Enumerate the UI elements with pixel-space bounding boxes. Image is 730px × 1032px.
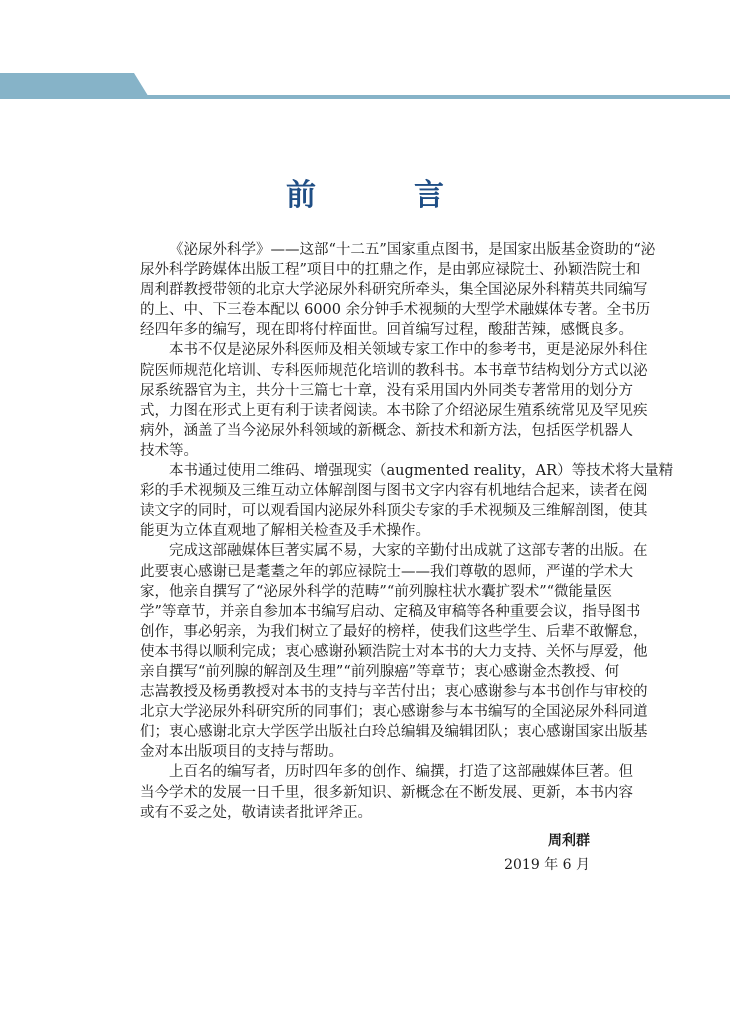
text-line: 能更为立体直观地了解相关检查及手术操作。 bbox=[140, 523, 430, 540]
text-line: 完成这部融媒体巨著实属不易，大家的辛勤付出成就了这部专著的出版。在 bbox=[169, 543, 648, 560]
text-line: 北京大学泌尿外科研究所的同事们；衷心感谢参与本书编写的全国泌尿外科同道 bbox=[140, 704, 648, 721]
text-line: 创作，事必躬亲，为我们树立了最好的榜样，使我们这些学生、后辈不敢懈怠， bbox=[140, 623, 648, 640]
text-line: 病外，涵盖了当今泌尿外科领域的新概念、新技术和新方法，包括医学机器人 bbox=[140, 422, 633, 439]
paragraph bbox=[140, 461, 674, 541]
text-line: 学”等章节，并亲自参加本书编写启动、定稿及审稿等各种重要会议，指导图书 bbox=[140, 603, 641, 620]
text-line: 使本书得以顺利完成；衷心感谢孙颖浩院士对本书的大力支持、关怀与厚爱，他 bbox=[140, 643, 648, 660]
text-line: 们；衷心感谢北京大学医学出版社白玲总编辑及编辑团队；衷心感谢国家出版基 bbox=[140, 724, 648, 741]
text-line: 经四年多的编写，现在即将付梓面世。回首编写过程，酸甜苦辣，感慨良多。 bbox=[140, 322, 633, 339]
paragraph bbox=[140, 340, 648, 461]
text-line: 或有不妥之处，敬请读者批评斧正。 bbox=[140, 804, 372, 821]
text-line: 尿外科学跨媒体出版工程”项目中的扛鼎之作，是由郭应禄院士、孙颖浩院士和 bbox=[140, 262, 641, 279]
text-line: 《泌尿外科学》——这部“十二五”国家重点图书，是国家出版基金资助的“泌 bbox=[169, 242, 656, 258]
signature-date: 2019 年 6 月 bbox=[504, 857, 590, 873]
paragraph bbox=[140, 762, 633, 822]
header-rule bbox=[0, 95, 730, 99]
text-line: 院医师规范化培训、专科医师规范化培训的教科书。本书章节结构划分方式以泌 bbox=[140, 362, 648, 379]
text-line: 上百名的编写者，历时四年多的创作、编撰，打造了这部融媒体巨著。但 bbox=[169, 764, 633, 781]
preface-body bbox=[140, 240, 674, 823]
text-line: 读文字的同时，可以观看国内泌尿外科顶尖专家的手术视频及三维解剖图，使其 bbox=[140, 503, 648, 520]
text-line: 家，他亲自撰写了“泌尿外科学的范畴”“前列腺柱状水囊扩裂术”“微能量医 bbox=[140, 583, 613, 600]
paragraph bbox=[140, 240, 656, 340]
text-line: 的上、中、下三卷本配以 6000 余分钟手术视频的大型学术融媒体专著。全书历 bbox=[140, 302, 651, 319]
text-line: 志嵩教授及杨勇教授对本书的支持与辛苦付出；衷心感谢参与本书创作与审校的 bbox=[140, 684, 648, 701]
page-title: 前 言 bbox=[286, 178, 478, 213]
text-line: 本书通过使用二维码、增强现实（augmented reality，AR）等技术将大量精 bbox=[169, 463, 674, 480]
text-line: 技术等。 bbox=[140, 442, 198, 459]
text-line: 亲自撰写“前列腺的解剖及生理”“前列腺癌”等章节；衷心感谢金杰教授、何 bbox=[140, 663, 620, 680]
signature-name: 周利群 bbox=[548, 833, 590, 849]
paragraph bbox=[140, 541, 648, 762]
text-line: 此要衷心感谢已是耄耋之年的郭应禄院士——我们尊敬的恩师，严谨的学术大 bbox=[140, 563, 633, 580]
text-line: 本书不仅是泌尿外科医师及相关领域专家工作中的参考书，更是泌尿外科住 bbox=[169, 342, 648, 359]
text-line: 彩的手术视频及三维互动立体解剖图与图书文字内容有机地结合起来，读者在阅 bbox=[140, 483, 648, 500]
text-line: 当今学术的发展一日千里，很多新知识、新概念在不断发展、更新，本书内容 bbox=[140, 784, 633, 801]
text-line: 式，力图在形式上更有利于读者阅读。本书除了介绍泌尿生殖系统常见及罕见疾 bbox=[140, 402, 648, 419]
text-line: 尿系统器官为主，共分十三篇七十章，没有采用国内外同类专著常用的划分方 bbox=[140, 382, 633, 399]
text-line: 周利群教授带领的北京大学泌尿外科研究所牵头，集全国泌尿外科精英共同编写 bbox=[140, 282, 648, 299]
text-line: 金对本出版项目的支持与帮助。 bbox=[140, 744, 343, 761]
